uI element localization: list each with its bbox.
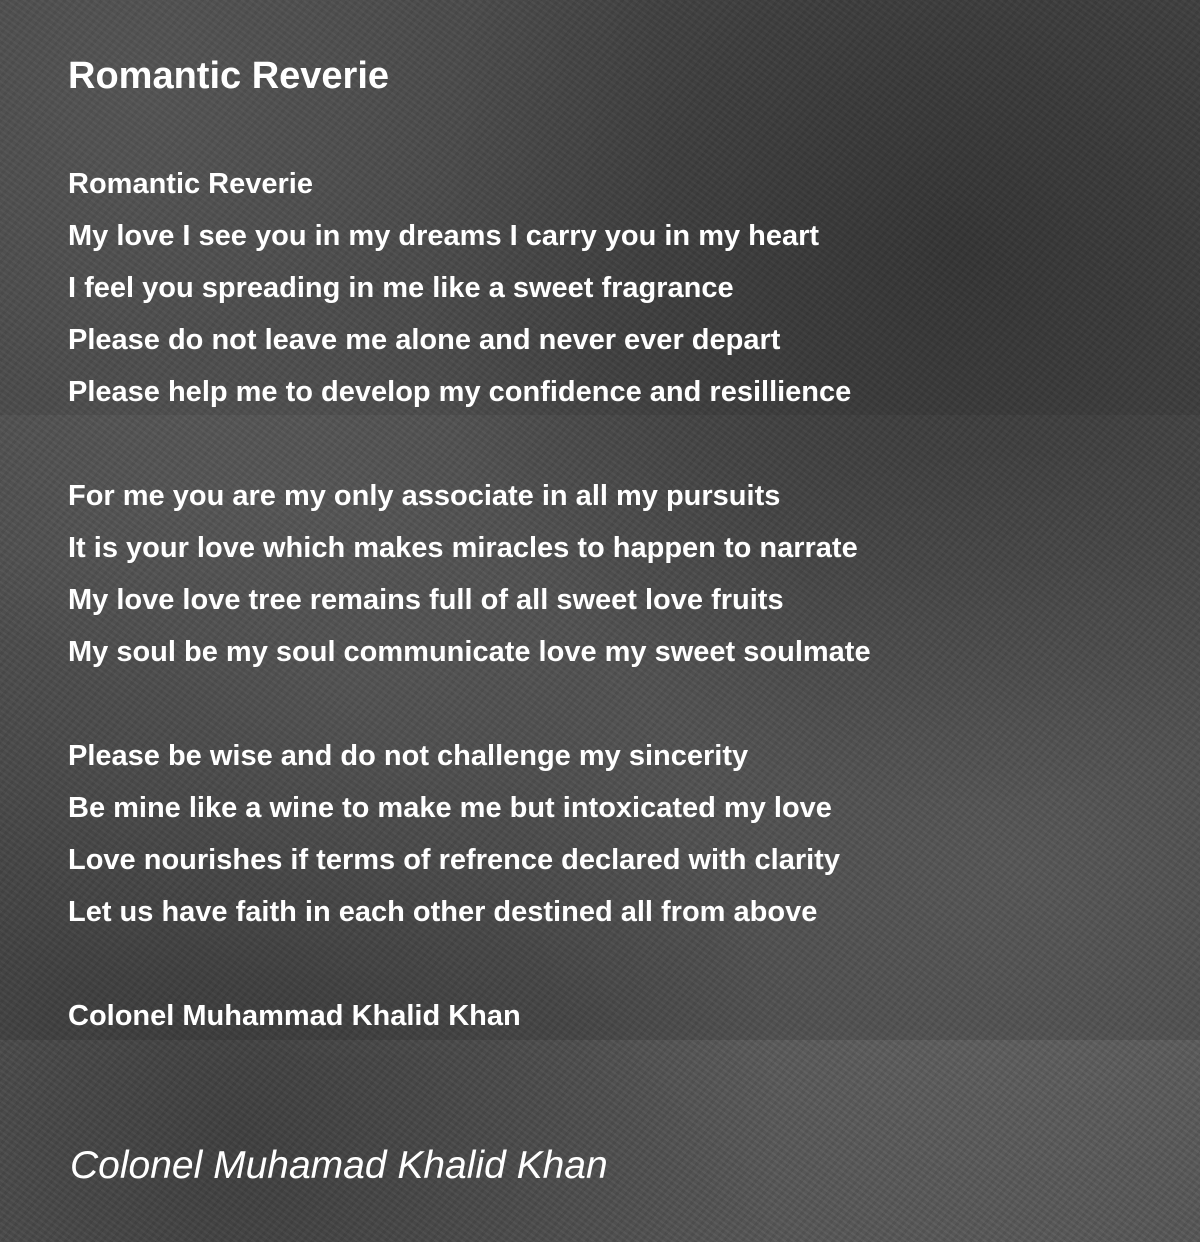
poem-line: Please help me to develop my confidence and resillience	[68, 376, 852, 408]
stanza-1	[68, 158, 1168, 418]
poem-line: Let us have faith in each other destined all from above	[68, 896, 818, 928]
poem-line: I feel you spreading in me like a sweet fragrance	[68, 272, 734, 304]
poem-title: Romantic Reverie	[68, 55, 390, 97]
stanza-2	[68, 470, 1168, 678]
poem-line: Romantic Reverie	[68, 168, 313, 200]
poem-line: Be mine like a wine to make me but intoxicated my love	[68, 792, 832, 824]
poem-line: For me you are my only associate in all my pursuits	[68, 480, 781, 512]
poem-author: Colonel Muhammad Khalid Khan	[68, 1000, 521, 1032]
author-line	[68, 990, 1168, 1042]
poem-container	[68, 52, 1168, 1094]
poem-line: Please be wise and do not challenge my sincerity	[68, 740, 749, 772]
stanza-3	[68, 730, 1168, 938]
poem-line: My love love tree remains full of all sweet love fruits	[68, 584, 784, 616]
poem-body	[68, 158, 1168, 1042]
poem-line: My soul be my soul communicate love my sweet soulmate	[68, 636, 871, 668]
poem-line: Love nourishes if terms of refrence declared with clarity	[68, 844, 840, 876]
author-signature: Colonel Muhamad Khalid Khan	[70, 1144, 608, 1187]
poem-line: Please do not leave me alone and never ever depart	[68, 324, 781, 356]
poem-line: My love I see you in my dreams I carry you in my heart	[68, 220, 820, 252]
poem-line: It is your love which makes miracles to happen to narrate	[68, 532, 858, 564]
